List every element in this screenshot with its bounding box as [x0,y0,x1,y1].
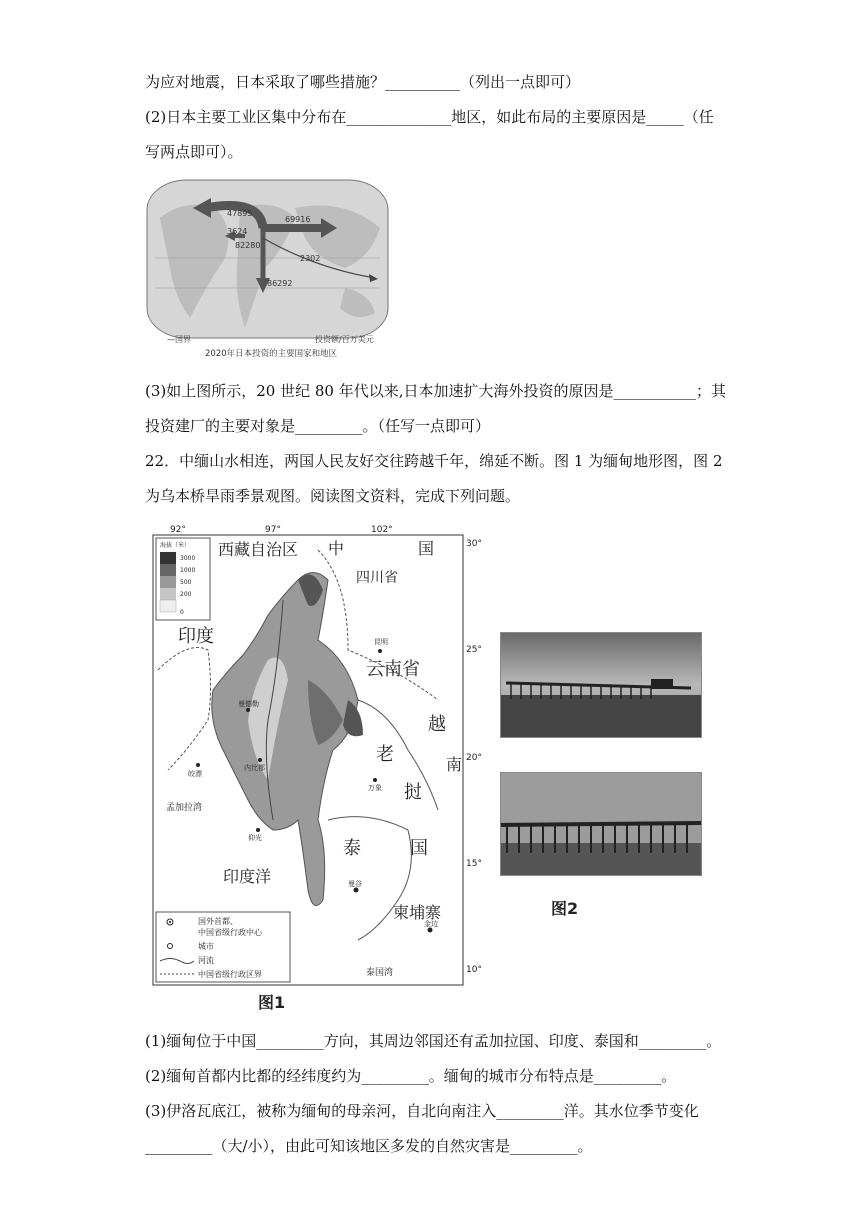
elevation-value: 500 [180,579,192,586]
dry-season-photo [500,632,702,738]
city-label: 皎漂 [188,770,202,778]
legend-item: 中国省级行政中心 [198,928,262,937]
legend-border: —国界 [167,335,191,344]
legend-item: 城市 [198,942,214,951]
value-label: 3624 [227,227,248,236]
value-label: 2302 [300,254,321,263]
region-label: 老 [376,744,394,765]
q22-part1: (1)缅甸位于中国_________方向，其周边邻国还有孟加拉国、印度、泰国和_________。 [145,1032,722,1050]
q22-part2: (2)缅甸首都内比都的经纬度约为_________。缅甸的城市分布特点是_________。 [145,1067,677,1085]
map-graphic [148,520,488,990]
city-label: 曼德勒 [238,700,259,708]
value-label: 47895 [227,209,253,218]
region-label: 国 [410,838,428,859]
region-label: 柬埔寨 [393,903,442,922]
region-label: 四川省 [356,570,398,586]
q21-part2-line1: (2)日本主要工业区集中分布在______________地区，如此布局的主要原因是_____（任 [145,108,714,126]
legend-investment-unit: 投资额/百万美元 [315,335,374,344]
value-label: 69916 [285,215,311,224]
lon-label: 102° [371,525,393,535]
elevation-value: 3000 [180,555,196,562]
japan-investment-figure [145,178,390,363]
region-label: 挝 [404,782,422,803]
elevation-value: 200 [180,591,192,598]
lat-label: 15° [466,859,482,869]
myanmar-terrain-map [148,520,488,990]
legend-item: 河流 [198,956,214,965]
q22-part3-line1: (3)伊洛瓦底江，被称为缅甸的母亲河，自北向南注入_________洋。其水位季节变化 [145,1102,699,1120]
world-map-graphic [145,178,390,363]
city-label: 金边 [424,920,438,928]
rainy-season-photo [500,772,702,876]
q21-part2-line2: 写两点即可）。 [145,143,243,161]
region-label: 泰国湾 [366,968,394,978]
city-label: 万象 [368,784,382,792]
q22-intro-line2: 为乌本桥旱雨季景观图。阅读图文资料，完成下列问题。 [145,487,521,505]
lat-label: 25° [466,645,482,655]
lon-label: 92° [170,525,186,535]
legend-item: 国外首都、 [198,917,238,926]
figure-caption: 2020年日本投资的主要国家和地区 [205,349,338,359]
value-label: 82280 [235,241,261,250]
region-label: 南 [446,755,463,774]
region-label: 泰 [343,838,361,859]
lat-label: 20° [466,753,482,763]
value-label: 86292 [267,279,293,288]
elevation-value: 1000 [180,567,196,574]
region-label: 越 [428,714,446,735]
lat-label: 30° [466,539,482,549]
city-label: 仰光 [248,834,262,842]
city-label: 内比都 [244,764,265,772]
q22-intro-line1: 22．中缅山水相连，两国人民友好交往跨越千年，绵延不断。图 1 为缅甸地形图，图 2 [145,452,723,470]
city-label: 昆明 [374,638,388,646]
region-label: 云南省 [366,659,420,680]
lat-label: 10° [466,965,482,975]
legend-item: 中国省级行政区界 [198,970,262,979]
region-label: 中 [328,539,345,558]
region-label: 孟加拉湾 [166,803,203,813]
figure1-label: 图1 [258,993,286,1012]
region-label: 国 [418,539,435,558]
elevation-legend-title: 海拔（米） [160,542,191,549]
q21-part3-line2: 投资建厂的主要对象是_________。（任写一点即可） [145,417,491,435]
region-label: 西藏自治区 [218,540,299,559]
q21-part3-line1: (3)如上图所示，20 世纪 80 年代以来,日本加速扩大海外投资的原因是___________；其 [145,382,726,400]
lon-label: 97° [265,525,281,535]
city-label: 曼谷 [348,880,362,888]
q21-measures-question: 为应对地震，日本采取了哪些措施？__________（列出一点即可） [145,73,581,91]
region-label: 印度 [178,626,214,647]
elevation-value: 0 [180,609,184,616]
figure2-label: 图2 [551,899,579,918]
region-label: 印度洋 [223,867,272,886]
q22-part3-line2: _________（大/小），由此可知该地区多发的自然灾害是_________。 [145,1137,593,1155]
